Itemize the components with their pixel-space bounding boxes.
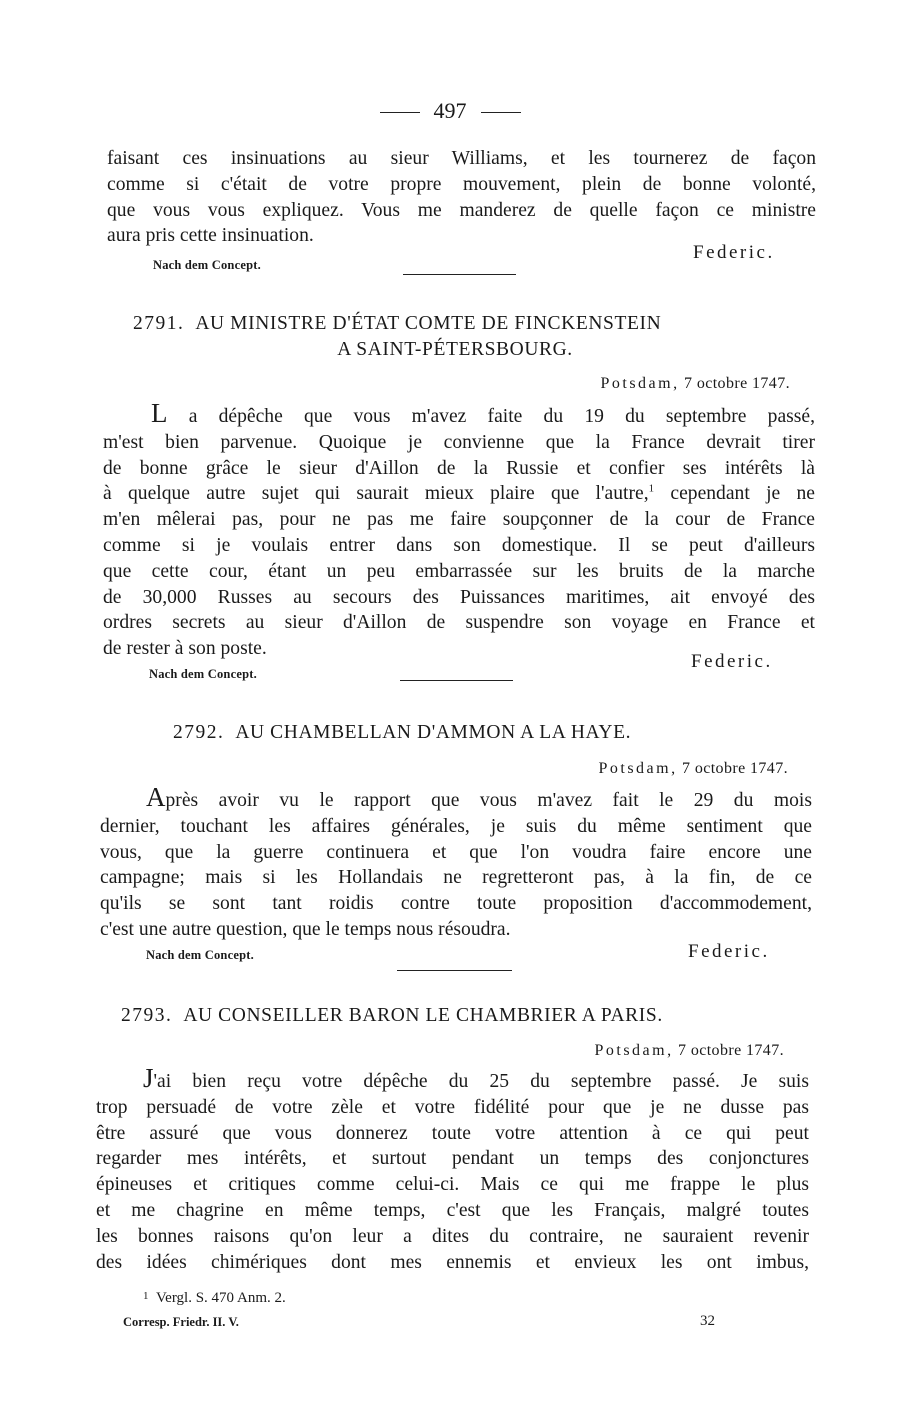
dateline-place: Potsdam,: [594, 1042, 674, 1059]
text-line: comme si c'était de votre propre mouvement, plein de bonne volonté,: [107, 173, 816, 195]
text-line: faisant ces insinuations au sieur Williams, et les tournerez de façon: [107, 148, 816, 169]
dateline: [594, 1042, 784, 1060]
text-line: J'ai bien reçu votre dépêche du 25 du septembre passé. Je suis: [143, 1063, 809, 1093]
signature: Federic.: [693, 242, 775, 263]
dateline-place: Potsdam,: [600, 375, 680, 392]
letter-title: AU CONSEILLER BARON LE CHAMBRIER A PARIS.: [183, 1005, 663, 1026]
text-line: que vous vous expliquez. Vous me manderez de quelle façon ce ministre: [107, 199, 816, 221]
text-line: de bonne grâce le sieur d'Aillon de la Russie et confier ses intérêts là: [103, 457, 815, 479]
text-line: m'est bien parvenue. Quoique je convienne que la France devrait tirer: [103, 431, 815, 453]
intro-paragraph: [107, 146, 816, 249]
page-header: [0, 98, 900, 124]
letter-heading: [121, 1005, 663, 1027]
letter-heading: [133, 313, 661, 335]
letter-title-line2: A SAINT-PÉTERSBOURG.: [337, 339, 573, 360]
text-line: c'est une autre question, que le temps nous résoudra.: [100, 918, 511, 940]
dateline-date: 7 octobre 1747.: [684, 375, 790, 392]
text-line: les bonnes raisons qu'on leur a dites du contraire, ne sauraient revenir: [96, 1225, 809, 1247]
letter-body: [103, 398, 815, 662]
text-line: épineuses et critiques comme celui-ci. Mais ce qui me frappe le plus: [96, 1174, 809, 1196]
page-number: 497: [433, 98, 467, 123]
text-line: de 30,000 Russes au secours des Puissances maritimes, ait envoyé des: [103, 586, 815, 608]
text-line: être assuré que vous donnerez toute votre attention à ce qui peut: [96, 1122, 809, 1144]
letter-number: 2792.: [173, 722, 225, 743]
text-line: à quelque autre sujet qui saurait mieux plaire que l'autre,$^1$ cependant je ne: [103, 482, 815, 505]
text-line: ordres secrets au sieur d'Aillon de suspendre son voyage en France et: [103, 612, 815, 634]
letter-body: [100, 782, 812, 943]
footnote-mark: 1: [143, 1290, 149, 1302]
dateline: [598, 760, 788, 778]
letter-number: 2793.: [121, 1005, 173, 1026]
letter-heading: [173, 722, 631, 744]
source-note: Nach dem Concept.: [146, 948, 254, 962]
footnote-mark: 1: [648, 482, 655, 495]
dateline: [600, 375, 790, 393]
letter-number: 2791.: [133, 313, 185, 334]
section-rule: [403, 274, 516, 275]
letter-title: AU MINISTRE D'ÉTAT COMTE DE FINCKENSTEIN: [195, 313, 662, 334]
text-line: campagne; mais si les Hollandais ne regretteront pas, à la fin, de ce: [100, 867, 812, 889]
signature: Federic.: [691, 651, 773, 672]
text-line: de rester à son poste.: [103, 638, 267, 660]
text-line: regarder mes intérêts, et surtout pendant un temps des conjonctures: [96, 1148, 809, 1170]
text-line: et me chagrine en même temps, c'est que les Français, malgré toutes: [96, 1199, 809, 1221]
sheet-number: 32: [700, 1313, 715, 1329]
header-dash-right: [481, 112, 521, 113]
header-dash-left: [380, 112, 420, 113]
footnote-text: Vergl. S. 470 Anm. 2.: [156, 1290, 286, 1306]
text-line: dernier, touchant les affaires générales, je suis du même sentiment que: [100, 815, 812, 837]
drop-cap: J: [143, 1063, 154, 1093]
text-line: qu'ils se sont tant roidis contre toute proposition d'accommodement,: [100, 893, 812, 915]
letter-body: [96, 1063, 809, 1275]
text-line: trop persuadé de votre zèle et votre fidélité pour que je ne dusse pas: [96, 1096, 809, 1118]
dateline-date: 7 octobre 1747.: [678, 1042, 784, 1059]
text-line: Après avoir vu le rapport que vous m'avez fait le 29 du mois: [146, 782, 812, 812]
source-note: Nach dem Concept.: [153, 258, 261, 272]
source-note: Nach dem Concept.: [149, 667, 257, 681]
text-line: m'en mêlerai pas, pour ne pas me faire soupçonner de la cour de France: [103, 509, 815, 531]
drop-cap: A: [146, 782, 166, 812]
footer-series: Corresp. Friedr. II. V.: [123, 1315, 239, 1329]
dateline-place: Potsdam,: [598, 760, 678, 777]
dateline-date: 7 octobre 1747.: [682, 760, 788, 777]
drop-cap: L: [151, 398, 168, 428]
footnote: [143, 1290, 286, 1307]
text-line: que cette cour, étant un peu embarrassée sur les bruits de la marche: [103, 560, 815, 582]
signature: Federic.: [688, 941, 770, 962]
text-line: vous, que la guerre continuera et que l'on voudra faire encore une: [100, 841, 812, 863]
section-rule: [397, 970, 512, 971]
section-rule: [400, 680, 513, 681]
text-line: comme si je voulais entrer dans son domestique. Il se peut d'ailleurs: [103, 534, 815, 556]
text-line: des idées chimériques dont mes ennemis et envieux les ont imbus,: [96, 1251, 809, 1273]
text-line: aura pris cette insinuation.: [107, 225, 314, 247]
letter-title: AU CHAMBELLAN D'AMMON A LA HAYE.: [235, 722, 632, 743]
text-line: L a dépêche que vous m'avez faite du 19 du septembre passé,: [151, 398, 815, 428]
